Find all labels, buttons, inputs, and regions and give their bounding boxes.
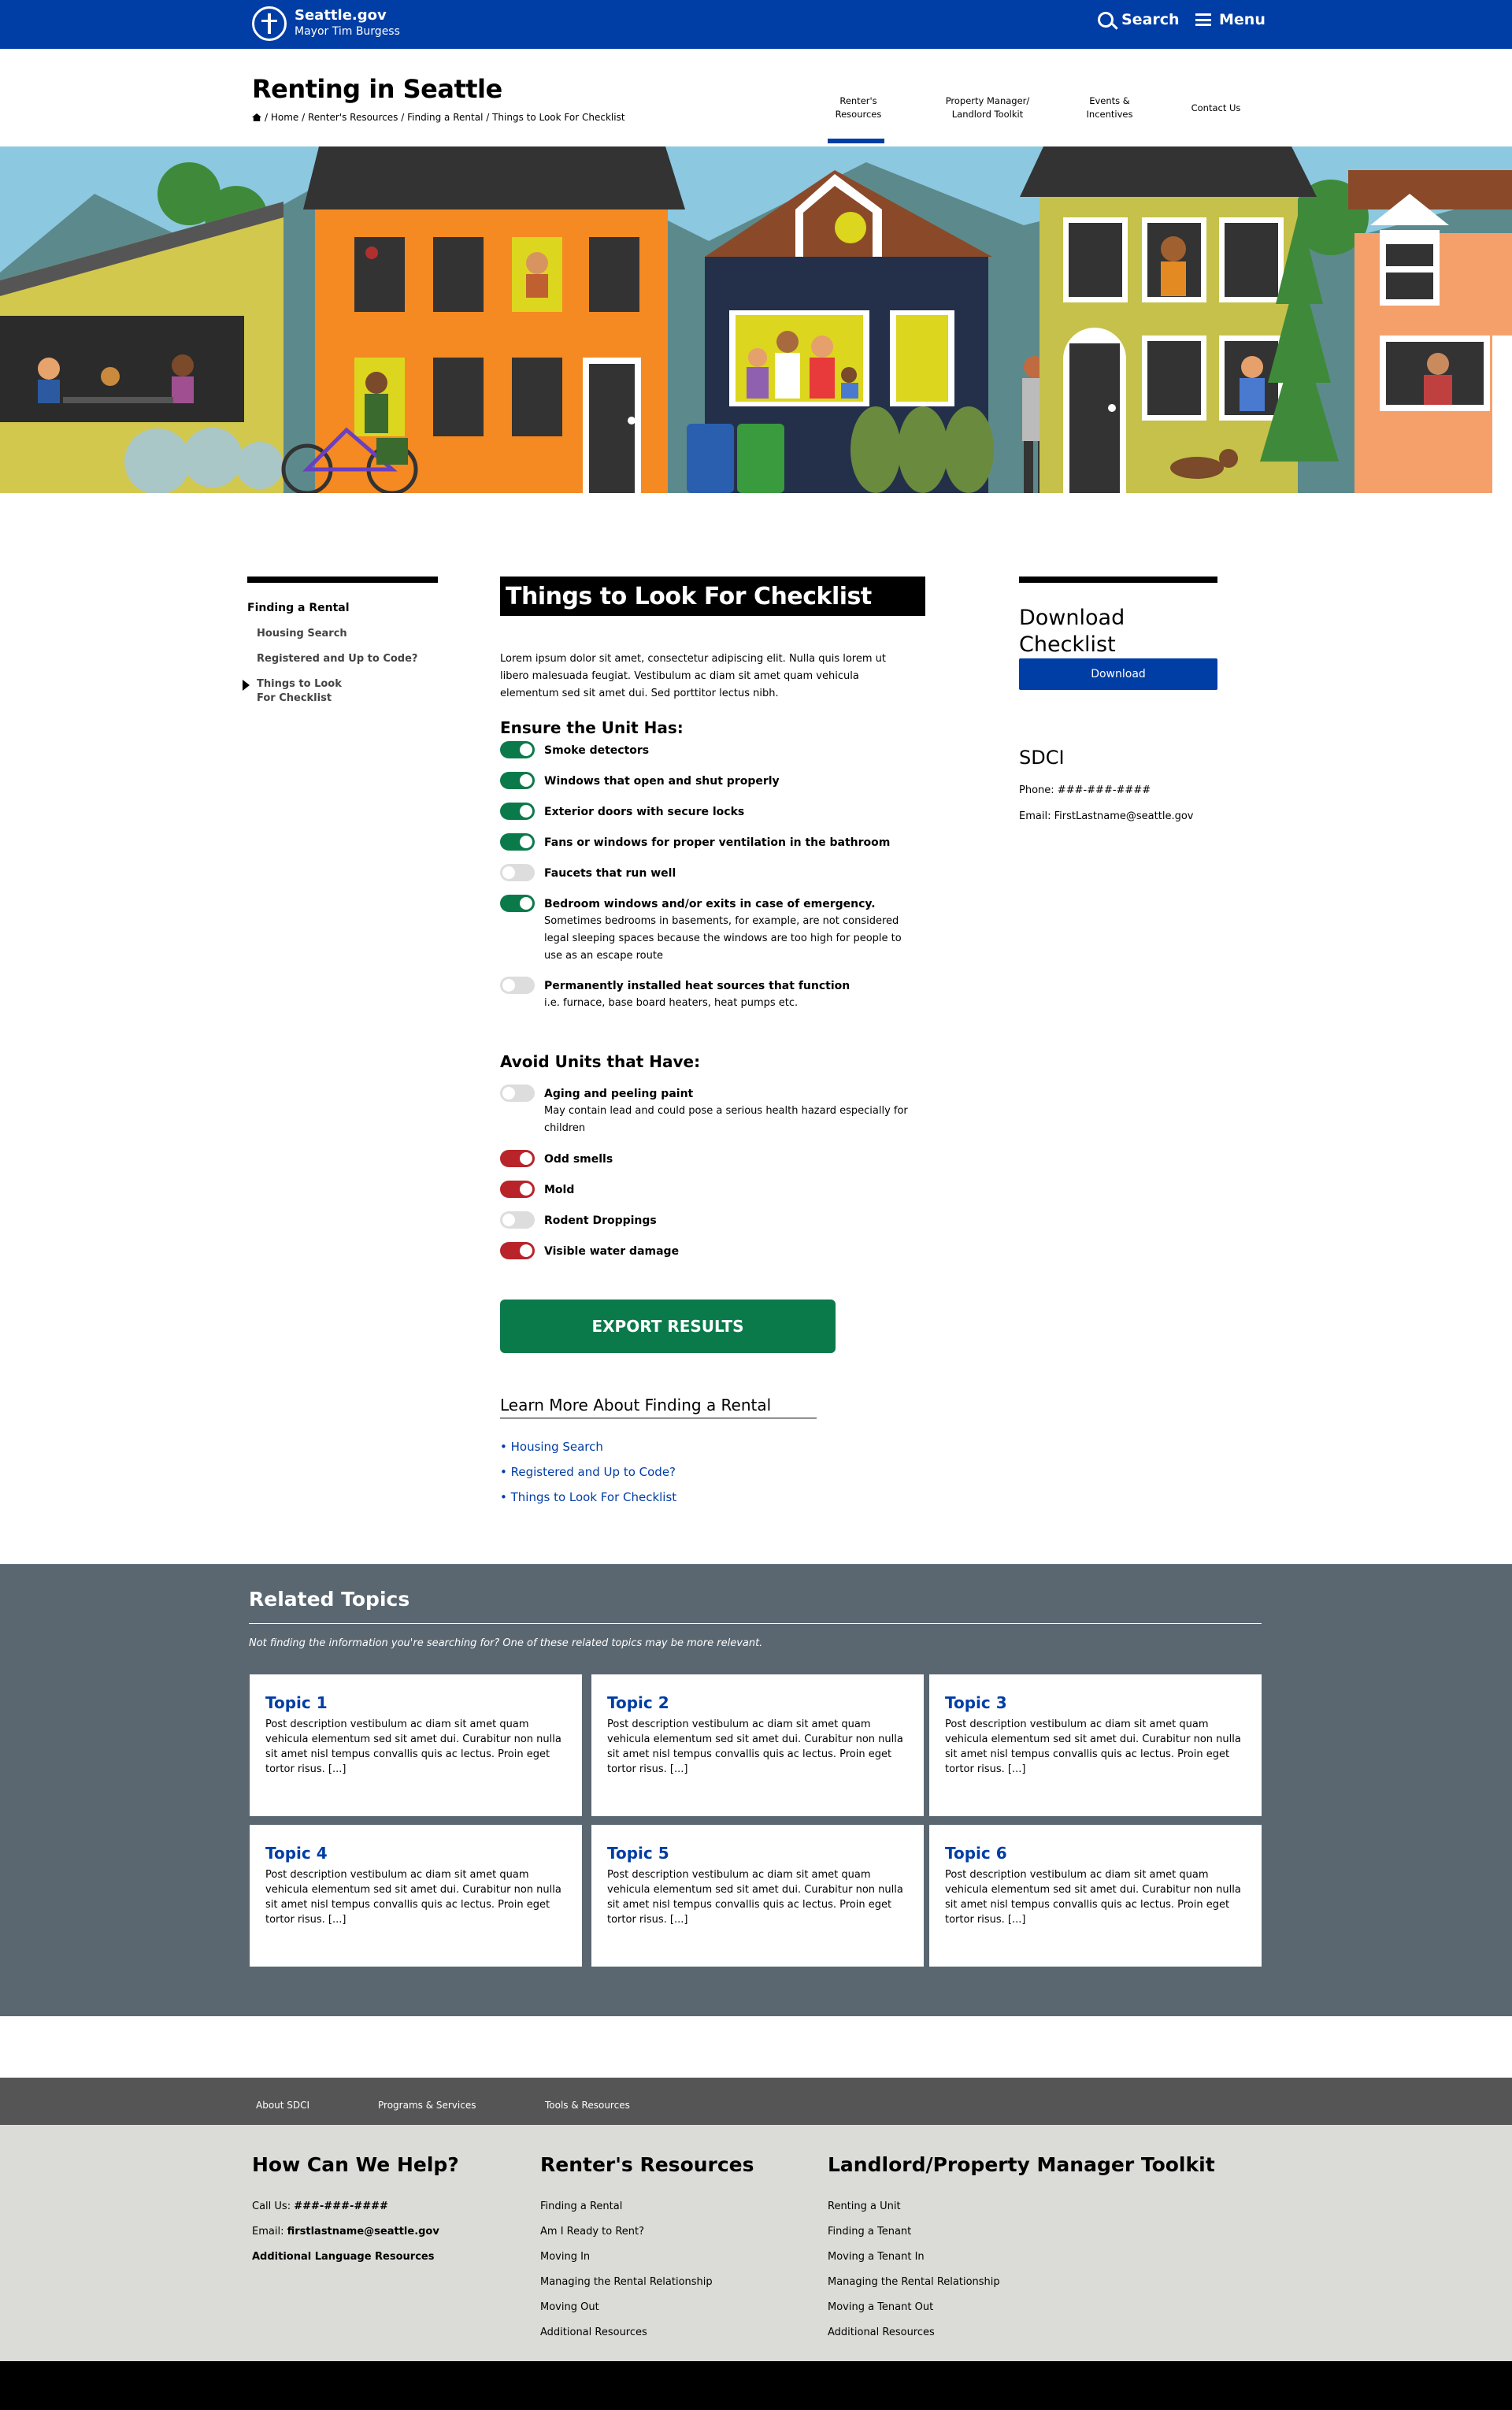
checklist-heading: Things to Look For Checklist: [500, 577, 925, 616]
related-subtitle: Not finding the information you're searching for? One of these related topics may be more relevant.: [249, 1637, 763, 1649]
site-subtitle: Mayor Tim Burgess: [295, 25, 400, 38]
email-label: Email:: [252, 2226, 284, 2238]
footer-email: [252, 2226, 439, 2238]
item-label: Faucets that run well: [544, 867, 676, 880]
footer-renters-link[interactable]: Managing the Rental Relationship: [540, 2276, 713, 2288]
footer-renters-title: Renter's Resources: [540, 2153, 754, 2176]
footer-landlord-link[interactable]: Moving a Tenant Out: [828, 2301, 934, 2313]
top-bar: [0, 0, 1512, 49]
learn-link-checklist[interactable]: • Things to Look For Checklist: [500, 1490, 677, 1504]
checklist-item: [500, 865, 910, 882]
nav-label-line: Incentives: [1086, 109, 1133, 120]
nav-label-line: Renter's: [839, 95, 877, 106]
export-results-button[interactable]: EXPORT RESULTS: [500, 1300, 836, 1353]
checklist-item: [500, 1243, 910, 1260]
topic-title[interactable]: Topic 2: [607, 1693, 669, 1712]
topic-description: Post description vestibulum ac diam sit amet quam vehicula elementum sed sit amet dui. Curabitur non nulla sit amet nisl tempus convallis quis ac lectus. Proin eget tortor risus. [...]: [607, 1869, 903, 1926]
email-value[interactable]: firstlastname@seattle.gov: [287, 2226, 439, 2238]
topic-card[interactable]: [250, 1674, 582, 1816]
search-button[interactable]: [1098, 11, 1180, 28]
item-label: Odd smells: [544, 1153, 613, 1166]
item-label: Fans or windows for proper ventilation in the bathroom: [544, 836, 891, 849]
contact-email: [1019, 810, 1193, 822]
learn-more-heading: Learn More About Finding a Rental: [500, 1396, 817, 1418]
footer-nav: [0, 2078, 1512, 2125]
checklist-item: [500, 742, 910, 759]
topic-card[interactable]: [591, 1825, 924, 1967]
ensure-heading: Ensure the Unit Has:: [500, 718, 684, 737]
footer-renters-link[interactable]: Moving In: [540, 2251, 591, 2263]
sidebar-item-registered[interactable]: [257, 652, 417, 666]
item-label: Mold: [544, 1184, 575, 1196]
checklist-item: [500, 803, 910, 821]
phone-value[interactable]: ###-###-####: [1057, 784, 1151, 796]
footer-nav-tools[interactable]: Tools & Resources: [545, 2100, 630, 2111]
toggle-switch[interactable]: [500, 1150, 535, 1167]
hamburger-icon: [1195, 13, 1211, 26]
sidebar-item-label: For Checklist: [257, 692, 332, 704]
nav-contact-us[interactable]: [1177, 95, 1255, 143]
page-title: Renting in Seattle: [252, 74, 502, 104]
footer-landlord-link[interactable]: Additional Resources: [828, 2327, 935, 2338]
download-button[interactable]: Download: [1019, 658, 1217, 690]
hero-illustration: [0, 146, 1512, 493]
item-label: Aging and peeling paint: [544, 1088, 694, 1100]
footer-landlord-link[interactable]: Managing the Rental Relationship: [828, 2276, 1000, 2288]
sidebar-item-label: Registered and Up to Code?: [257, 653, 418, 665]
nav-events-incentives[interactable]: [1066, 95, 1153, 143]
topic-description: Post description vestibulum ac diam sit amet quam vehicula elementum sed sit amet dui. Curabitur non nulla sit amet nisl tempus convallis quis ac lectus. Proin eget tortor risus. [...]: [265, 1869, 561, 1926]
nav-label-line: Resources: [835, 109, 882, 120]
item-label: Rodent Droppings: [544, 1214, 657, 1227]
intro-paragraph: Lorem ipsum dolor sit amet, consectetur adipiscing elit. Nulla quis lorem ut libero malesuada feugiat. Vestibulum ac diam sit amet quam vehicula elementum sed sit amet dui. Sed porttitor lectus nibh.: [500, 653, 886, 699]
item-description: May contain lead and could pose a serious health hazard especially for children: [544, 1105, 908, 1134]
breadcrumb-text[interactable]: / Home / Renter's Resources / Finding a Rental / Things to Look For Checklist: [265, 112, 625, 123]
main-nav: [819, 95, 1255, 143]
footer-call: [252, 2201, 388, 2212]
nav-landlord-toolkit[interactable]: [932, 95, 1043, 143]
topic-description: Post description vestibulum ac diam sit amet quam vehicula elementum sed sit amet dui. Curabitur non nulla sit amet nisl tempus convallis quis ac lectus. Proin eget tortor risus. [...]: [945, 1869, 1241, 1926]
email-label: Email:: [1019, 810, 1051, 822]
toggle-switch[interactable]: [500, 833, 535, 851]
phone-label: Phone:: [1019, 784, 1054, 796]
item-label: Bedroom windows and/or exits in case of emergency.: [544, 898, 876, 910]
footer-landlord-link[interactable]: Renting a Unit: [828, 2201, 901, 2212]
related-title: Related Topics: [249, 1588, 410, 1611]
aside-rule: [1019, 577, 1217, 583]
learn-link-housing-search[interactable]: • Housing Search: [500, 1440, 603, 1454]
footer-renters-link[interactable]: Am I Ready to Rent?: [540, 2226, 645, 2238]
call-label: Call Us:: [252, 2201, 291, 2212]
topic-title[interactable]: Topic 5: [607, 1844, 669, 1863]
footer-landlord-link[interactable]: Finding a Tenant: [828, 2226, 912, 2238]
topic-description: Post description vestibulum ac diam sit amet quam vehicula elementum sed sit amet dui. Curabitur non nulla sit amet nisl tempus convallis quis ac lectus. Proin eget tortor risus. [...]: [607, 1719, 903, 1775]
sidebar-title[interactable]: Finding a Rental: [247, 602, 350, 614]
footer-renters-link[interactable]: Moving Out: [540, 2301, 599, 2313]
download-title: Download Checklist: [1019, 606, 1125, 657]
checklist-item: [500, 1151, 910, 1168]
sidebar-item-housing-search[interactable]: [257, 627, 347, 641]
nav-label-line: Events &: [1089, 95, 1130, 106]
checklist-item: [500, 773, 910, 790]
menu-label: Menu: [1219, 11, 1266, 28]
item-description: i.e. furnace, base board heaters, heat pumps etc.: [544, 997, 799, 1009]
topic-card[interactable]: [929, 1825, 1262, 1967]
nav-label-line: Property Manager/: [945, 95, 1030, 106]
search-label: Search: [1121, 11, 1180, 28]
toggle-switch[interactable]: [500, 895, 535, 912]
footer-landlord-link[interactable]: Moving a Tenant In: [828, 2251, 925, 2263]
footer-main: [0, 2125, 1512, 2361]
contact-title: SDCI: [1019, 747, 1065, 769]
city-seal-icon: [252, 6, 287, 41]
sidebar-item-label: Things to Look: [257, 678, 342, 690]
sidebar-rule: [247, 577, 438, 583]
site-logo[interactable]: [252, 6, 400, 41]
checklist-item: [500, 895, 910, 965]
nav-label-line: Landlord Toolkit: [951, 109, 1024, 120]
checklist-item: [500, 977, 910, 1012]
toggle-switch[interactable]: [500, 977, 535, 994]
toggle-switch[interactable]: [500, 803, 535, 820]
checklist-item: [500, 1212, 910, 1229]
topic-title[interactable]: Topic 4: [265, 1844, 328, 1863]
menu-button[interactable]: [1195, 11, 1266, 28]
home-icon[interactable]: [252, 113, 261, 121]
footer-language-link[interactable]: Additional Language Resources: [252, 2251, 435, 2263]
email-value[interactable]: FirstLastname@seattle.gov: [1054, 810, 1194, 822]
footer-nav-programs[interactable]: Programs & Services: [378, 2100, 476, 2111]
topic-card[interactable]: [250, 1825, 582, 1967]
nav-renters-resources[interactable]: [819, 95, 898, 143]
toggle-switch[interactable]: [500, 1181, 535, 1198]
topic-description: Post description vestibulum ac diam sit amet quam vehicula elementum sed sit amet dui. Curabitur non nulla sit amet nisl tempus convallis quis ac lectus. Proin eget tortor risus. [...]: [265, 1719, 561, 1775]
footer-landlord-title: Landlord/Property Manager Toolkit: [828, 2153, 1215, 2176]
topic-title[interactable]: Topic 6: [945, 1844, 1007, 1863]
footer-nav-about[interactable]: About SDCI: [256, 2100, 310, 2111]
item-description: Sometimes bedrooms in basements, for example, are not considered legal sleeping spaces because the windows are too high for people to use as an escape route: [544, 915, 902, 962]
footer-bottom-bar: [0, 2361, 1512, 2410]
item-label: Exterior doors with secure locks: [544, 806, 745, 818]
topic-description: Post description vestibulum ac diam sit amet quam vehicula elementum sed sit amet dui. Curabitur non nulla sit amet nisl tempus convallis quis ac lectus. Proin eget tortor risus. [...]: [945, 1719, 1241, 1775]
checklist-item: [500, 1181, 910, 1199]
toggle-switch[interactable]: [500, 1084, 535, 1102]
breadcrumb: [252, 112, 625, 123]
site-title: Seattle.gov: [295, 7, 387, 24]
topic-card[interactable]: [591, 1674, 924, 1816]
toggle-switch[interactable]: [500, 741, 535, 758]
item-label: Permanently installed heat sources that function: [544, 980, 850, 992]
footer-renters-link[interactable]: Finding a Rental: [540, 2201, 623, 2212]
checklist-item: [500, 1085, 910, 1137]
topic-title[interactable]: Topic 1: [265, 1693, 328, 1712]
footer-help-title: How Can We Help?: [252, 2153, 459, 2176]
item-label: Visible water damage: [544, 1245, 680, 1258]
learn-link-registered[interactable]: • Registered and Up to Code?: [500, 1465, 676, 1479]
topic-title[interactable]: Topic 3: [945, 1693, 1007, 1712]
toggle-switch[interactable]: [500, 1211, 535, 1229]
toggle-switch[interactable]: [500, 1242, 535, 1259]
sidebar-item-checklist[interactable]: [257, 677, 342, 706]
toggle-switch[interactable]: [500, 772, 535, 789]
footer-renters-link[interactable]: Additional Resources: [540, 2327, 647, 2338]
neighborhood-illustration: [0, 146, 1512, 493]
toggle-switch[interactable]: [500, 864, 535, 881]
nav-label-line: Contact Us: [1191, 102, 1241, 113]
item-label: Windows that open and shut properly: [544, 775, 780, 788]
call-value[interactable]: ###-###-####: [294, 2201, 388, 2212]
checklist-item: [500, 834, 910, 851]
related-divider: [249, 1623, 1262, 1624]
sidebar-item-label: Housing Search: [257, 628, 347, 640]
topic-card[interactable]: [929, 1674, 1262, 1816]
item-label: Smoke detectors: [544, 744, 650, 757]
search-icon: [1098, 12, 1114, 28]
avoid-heading: Avoid Units that Have:: [500, 1052, 701, 1071]
contact-phone: [1019, 784, 1151, 796]
